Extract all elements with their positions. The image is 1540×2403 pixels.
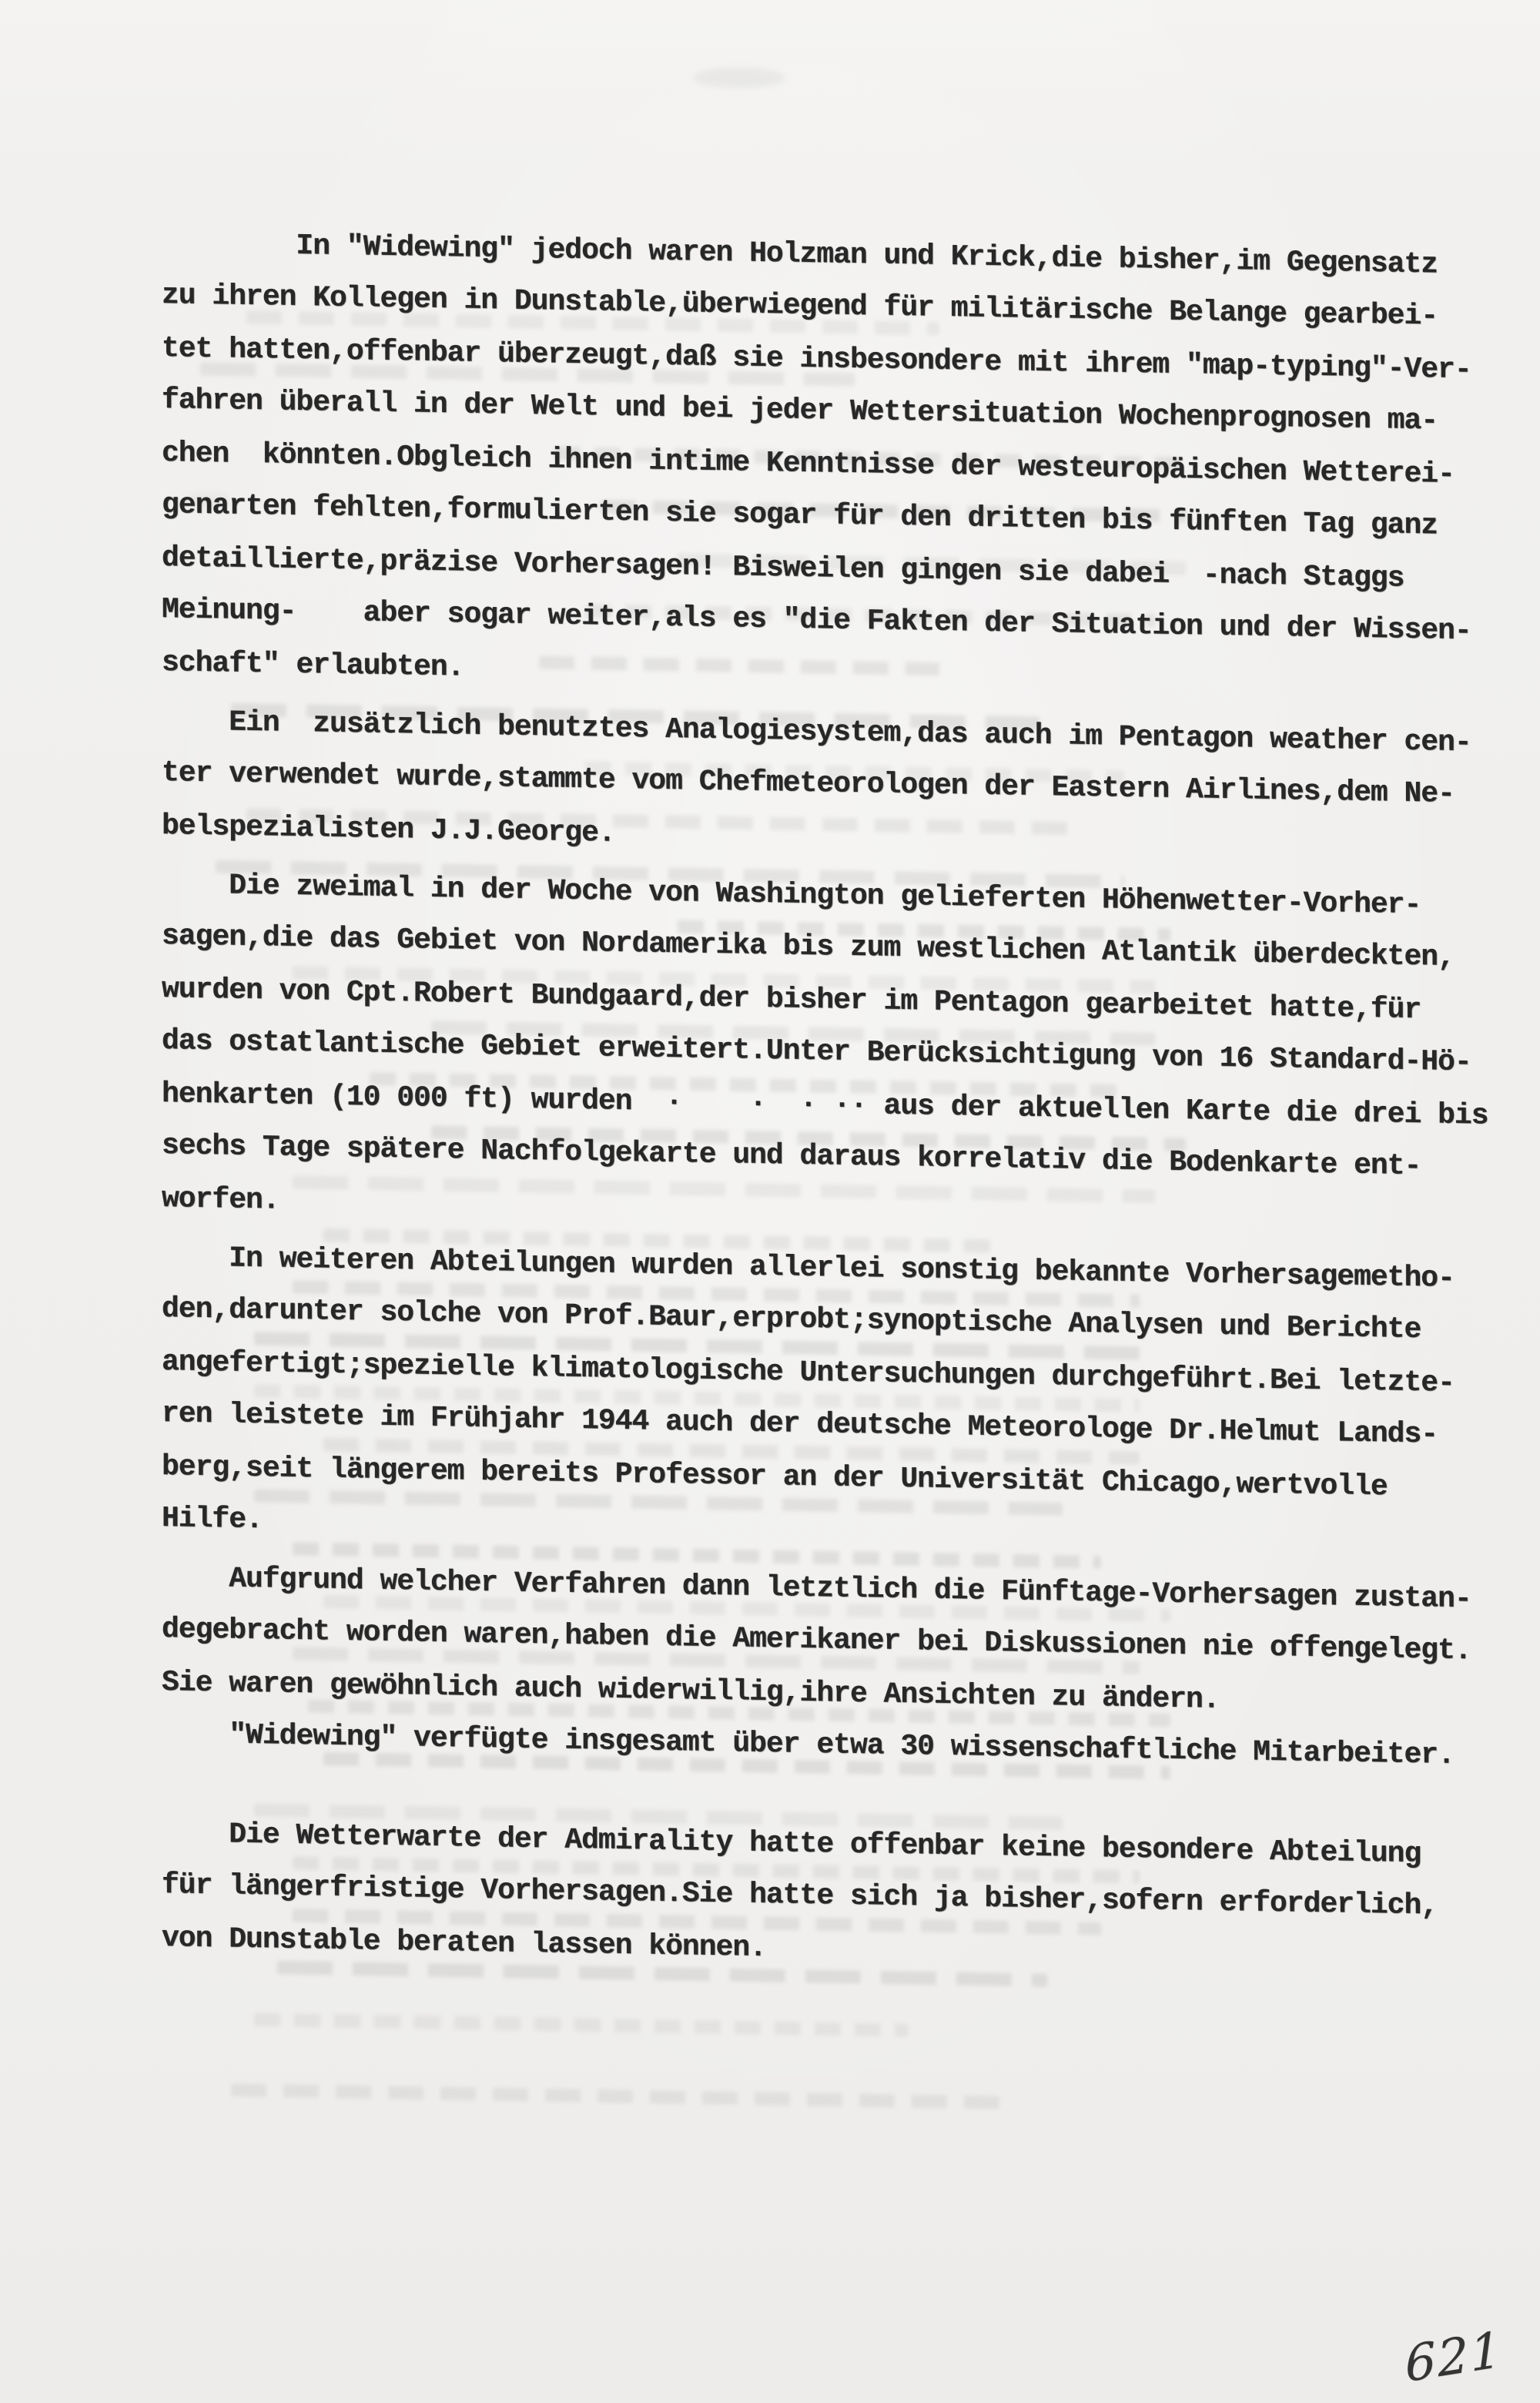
text-line: Meinung- aber sogar weiter,als es "die Fakten der Situation und der Wissen-	[162, 593, 1471, 649]
text-line: genarten fehlten,formulierten sie sogar für den dritten bis fünften Tag ganz	[162, 488, 1438, 543]
text-line: worfen.	[162, 1182, 280, 1218]
text-line: fahren überall in der Welt und bei jeder Wettersituation Wochenprognosen ma-	[162, 384, 1438, 438]
text-line: ter verwendet wurde,stammte vom Chefmeteorologen der Eastern Airlines,dem Ne-	[162, 756, 1455, 811]
paper-smudge	[693, 68, 785, 88]
text-line: angefertigt;spezielle klimatologische Untersuchungen durchgeführt.Bei letzte-	[162, 1346, 1455, 1400]
text-line: henkarten (10 000 ft) wurden · · · ·· aus der aktuellen Karte die drei bis	[162, 1077, 1488, 1133]
text-line: Sie waren gewöhnlich auch widerwillig,ihre Ansichten zu ändern.	[162, 1666, 1220, 1717]
text-line: schaft" erlaubten.	[162, 646, 464, 685]
paragraph	[162, 1807, 1517, 1986]
paragraph	[162, 1551, 1517, 1783]
handwritten-page-number: 621	[1403, 2321, 1505, 2395]
document-text	[162, 217, 1517, 1992]
text-line: Hilfe.	[162, 1502, 263, 1537]
bleed-through-line	[254, 2013, 909, 2036]
text-line: Ein zusätzlich benutztes Analogiesystem,das auch im Pentagon weather cen-	[162, 705, 1471, 760]
text-line: "Widewing" verfügte insgesamt über etwa 30 wissenschaftliche Mitarbeiter.	[162, 1718, 1455, 1772]
text-line: Aufgrund welcher Verfahren dann letztlich die Fünftage-Vorhersagen zustan-	[162, 1561, 1471, 1617]
text-line: von Dunstable beraten lassen können.	[162, 1922, 766, 1966]
text-line: Die zweimal in der Woche von Washington gelieferten Höhenwetter-Vorher-	[162, 868, 1421, 923]
text-line: detaillierte,präzise Vorhersagen! Bisweilen gingen sie dabei -nach Staggs	[162, 541, 1404, 595]
text-line: In "Widewing" jedoch waren Holzman und Krick,die bisher,im Gegensatz	[162, 227, 1438, 282]
text-line: In weiteren Abteilungen wurden allerlei sonstig bekannte Vorhersagemetho-	[162, 1241, 1455, 1295]
text-line: belspezialisten J.J.George.	[162, 809, 615, 850]
bleed-through-line	[231, 2083, 1001, 2110]
paragraph	[162, 858, 1517, 1247]
text-line: sechs Tage spätere Nachfolgekarte und daraus korrelativ die Bodenkarte ent-	[162, 1129, 1421, 1184]
text-line: für längerfristige Vorhersagen.Sie hatte sich ja bisher,sofern erforderlich,	[162, 1868, 1438, 1923]
text-line: degebracht worden waren,haben die Amerikaner bei Diskussionen nie offengelegt.	[162, 1613, 1471, 1668]
text-line: das ostatlantische Gebiet erweitert.Unter Berücksichtigung von 16 Standard-Hö-	[162, 1024, 1471, 1080]
text-line: chen könnten.Obgleich ihnen intime Kenntnisse der westeuropäischen Wetterei-	[162, 437, 1455, 491]
text-line: Die Wetterwarte der Admirality hatte offenbar keine besondere Abteilung	[162, 1817, 1421, 1872]
text-line: ren leistete im Frühjahr 1944 auch der deutsche Meteorologe Dr.Helmut Lands-	[162, 1397, 1438, 1452]
paragraph	[162, 217, 1517, 711]
text-line: zu ihren Kollegen in Dunstable,überwiegend für militärische Belange gearbei-	[162, 279, 1438, 333]
text-line: sagen,die das Gebiet von Nordamerika bis zum westlichen Atlantik überdeckten,	[162, 920, 1455, 974]
text-line: tet hatten,offenbar überzeugt,daß sie insbesondere mit ihrem "map-typing"-Ver-	[162, 332, 1471, 387]
text-line: berg,seit längerem bereits Professor an der Universität Chicago,wertvolle	[162, 1450, 1388, 1504]
paragraph	[162, 1231, 1517, 1567]
paragraph	[162, 695, 1517, 874]
text-line: wurden von Cpt.Robert Bundgaard,der bisher im Pentagon gearbeitet hatte,für	[162, 973, 1421, 1027]
text-line: den,darunter solche von Prof.Baur,erprobt;synoptische Analysen und Berichte	[162, 1292, 1421, 1347]
